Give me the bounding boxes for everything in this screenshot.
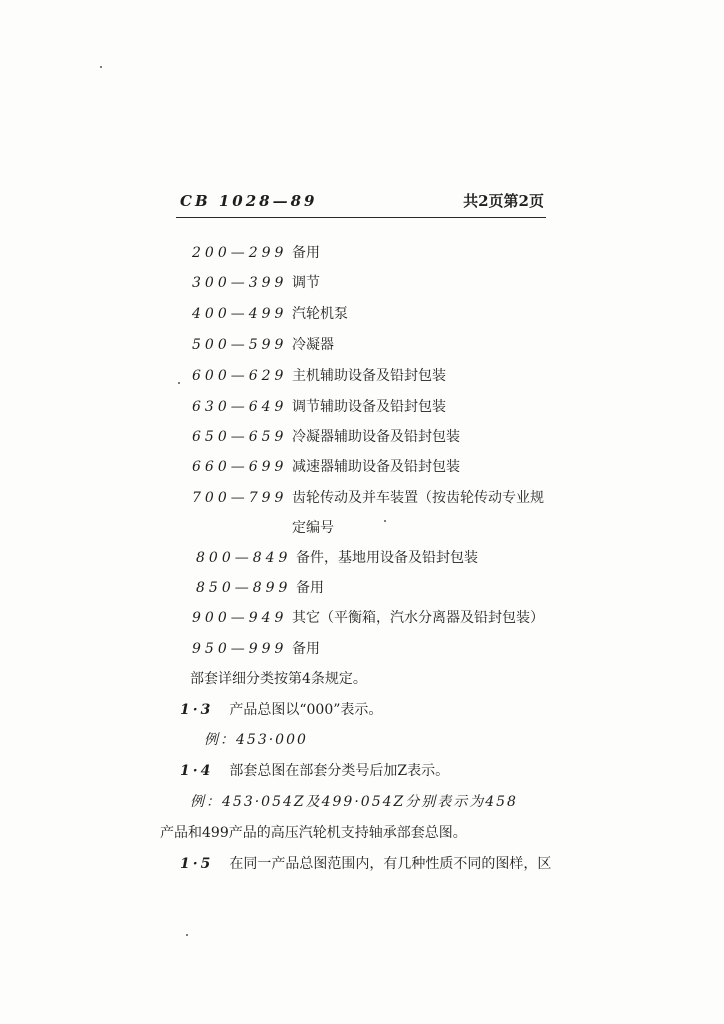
range-row-continuation xyxy=(192,519,334,537)
example-text: 例：453·054Z及499·054Z分别表示为458 xyxy=(190,794,518,810)
range-desc: 备件，基地用设备及铅封包装 xyxy=(296,550,478,566)
example-text: 例：453·000 xyxy=(204,732,308,748)
range-row xyxy=(192,398,446,416)
range-desc: 冷凝器 xyxy=(292,337,334,353)
range-desc: 主机辅助设备及铅封包装 xyxy=(292,368,446,384)
detail-rule-text: 部套详细分类按第4条规定。 xyxy=(190,671,367,687)
scan-speck xyxy=(100,66,102,68)
range-desc: 备用 xyxy=(292,245,320,261)
section-1-4-example-cont xyxy=(160,824,467,842)
range-desc: 其它（平衡箱，汽水分离器及铅封包装） xyxy=(292,610,544,626)
range-row xyxy=(192,274,320,292)
range-code: 630—649 xyxy=(192,399,288,415)
page-number: 共2页第2页 xyxy=(463,192,544,210)
range-code: 500—599 xyxy=(192,337,288,353)
range-code: 950—999 xyxy=(192,641,288,657)
range-desc: 齿轮传动及并车装置（按齿轮传动专业规 xyxy=(292,490,544,506)
section-text: 在同一产品总图范围内，有几种性质不同的图样，区 xyxy=(229,856,552,872)
range-code: 200—299 xyxy=(192,245,288,261)
section-number: 1·3 xyxy=(180,702,214,718)
range-row xyxy=(192,244,320,262)
example-text-continued: 产品和499产品的高压汽轮机支持轴承部套总图。 xyxy=(160,825,467,841)
range-desc: 冷凝器辅助设备及铅封包装 xyxy=(292,429,460,445)
scan-speck xyxy=(178,382,180,384)
section-text: 部套总图在部套分类号后加Z表示。 xyxy=(229,763,450,779)
header-divider xyxy=(176,217,546,218)
range-row xyxy=(192,609,544,627)
page-header xyxy=(180,190,544,216)
range-row xyxy=(192,428,460,446)
section-1-5 xyxy=(180,855,551,873)
standard-code: CB 1028—89 xyxy=(180,192,318,210)
section-1-3 xyxy=(180,701,382,719)
range-desc: 调节 xyxy=(292,275,320,291)
scan-speck xyxy=(186,934,188,936)
section-1-4-example xyxy=(190,793,518,811)
section-number: 1·5 xyxy=(180,856,214,872)
section-1-3-example xyxy=(204,731,308,749)
range-row xyxy=(192,640,320,658)
range-code: 600—629 xyxy=(192,368,288,384)
range-code: 660—699 xyxy=(192,459,288,475)
range-desc: 定编号 xyxy=(292,520,334,536)
range-desc: 备用 xyxy=(296,580,324,596)
range-row xyxy=(196,549,478,567)
range-code: 850—899 xyxy=(196,580,292,596)
range-row xyxy=(192,336,334,354)
range-desc: 调节辅助设备及铅封包装 xyxy=(292,399,446,415)
range-desc: 备用 xyxy=(292,641,320,657)
range-code: 300—399 xyxy=(192,275,288,291)
scan-speck xyxy=(384,520,386,522)
range-row xyxy=(192,489,544,507)
section-1-4 xyxy=(180,762,449,780)
range-desc: 汽轮机泵 xyxy=(292,306,348,322)
range-row xyxy=(196,579,324,597)
range-row xyxy=(192,458,460,476)
range-code: 400—499 xyxy=(192,306,288,322)
range-row xyxy=(192,305,348,323)
range-desc: 减速器辅助设备及铅封包装 xyxy=(292,459,460,475)
section-text: 产品总图以“000”表示。 xyxy=(229,702,383,718)
range-code: 800—849 xyxy=(196,550,292,566)
range-code: 900—949 xyxy=(192,610,288,626)
range-code: 650—659 xyxy=(192,429,288,445)
section-number: 1·4 xyxy=(180,763,214,779)
range-row xyxy=(192,367,446,385)
range-code: 700—799 xyxy=(192,490,288,506)
